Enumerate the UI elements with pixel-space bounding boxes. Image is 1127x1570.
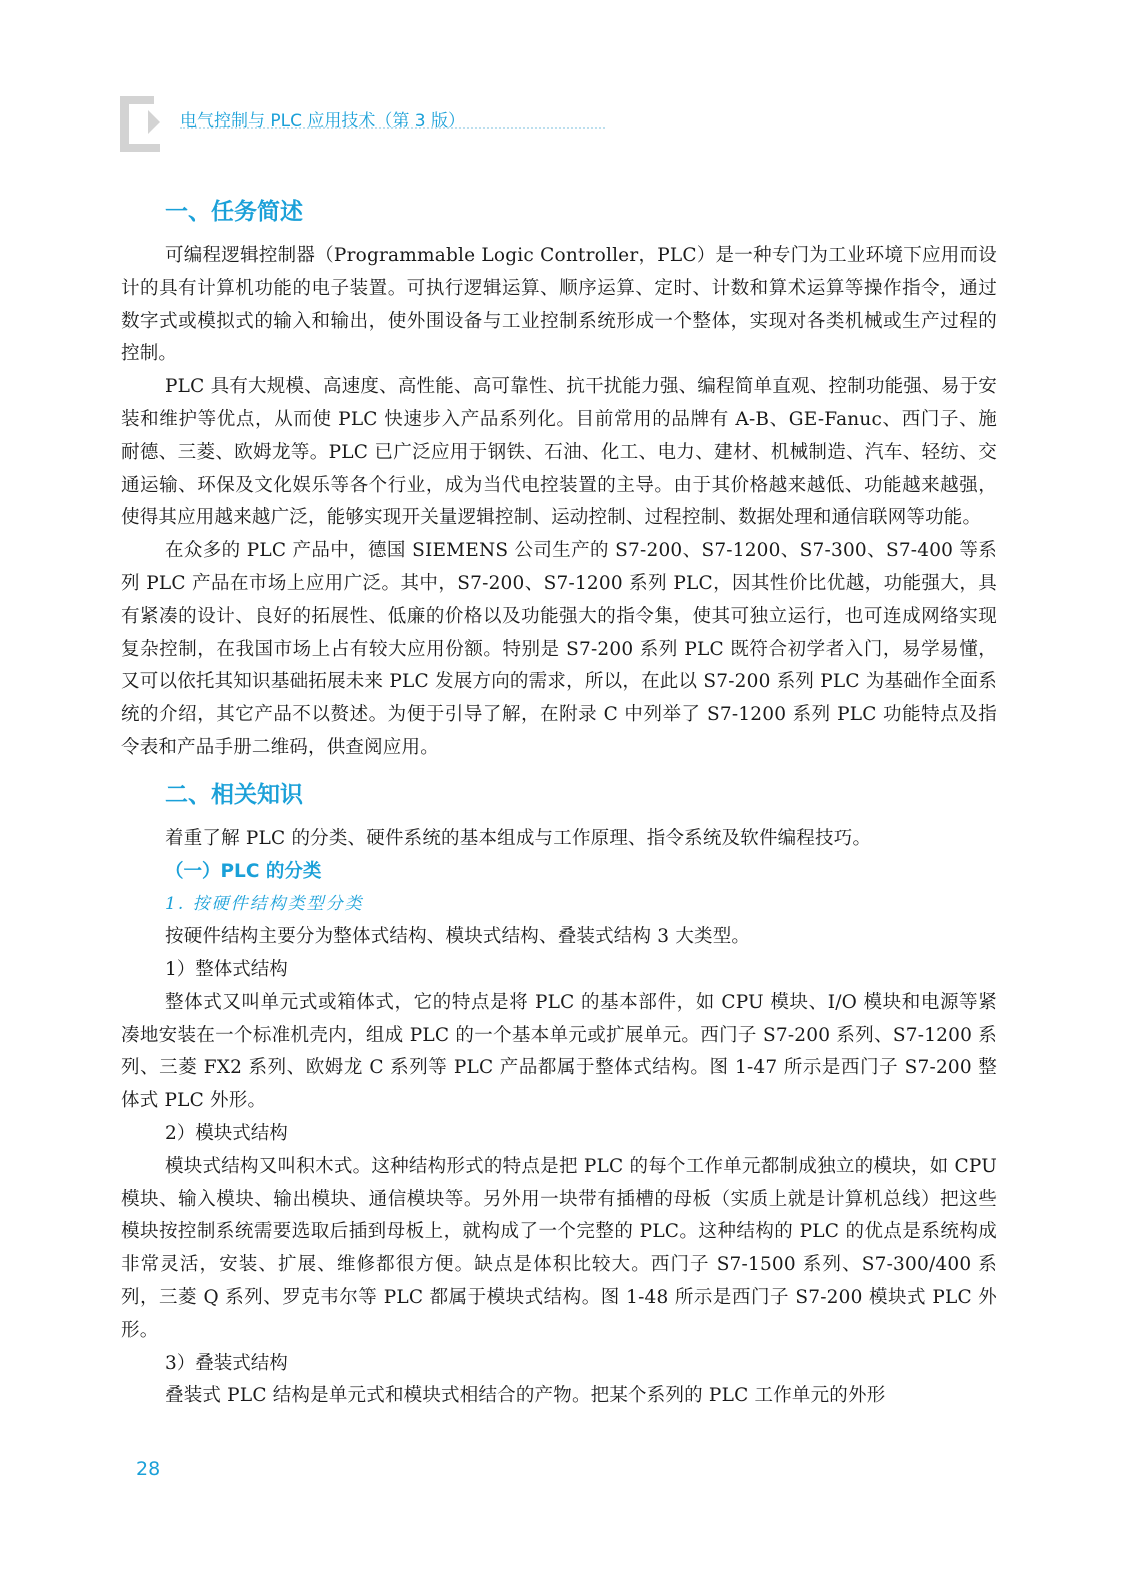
item-title-modular-structure: 2）模块式结构	[165, 1122, 288, 1144]
book-title: 电气控制与 PLC 应用技术（第 3 版）	[180, 111, 466, 131]
header-dotted-rule	[180, 127, 605, 129]
subheading-plc-classification: （一）PLC 的分类	[165, 860, 322, 882]
paragraph: 按硬件结构主要分为整体式结构、模块式结构、叠装式结构 3 大类型。	[165, 926, 751, 948]
paragraph: 叠装式 PLC 结构是单元式和模块式相结合的产物。把某个系列的 PLC 工作单元的外形	[165, 1385, 886, 1407]
item-title-stacked-structure: 3）叠装式结构	[165, 1352, 288, 1374]
paragraph: 可编程逻辑控制器（Programmable Logic Controller，PLC）是一种专门为工业环境下应用而设计的具有计算机功能的电子装置。可执行逻辑运算、顺序运算、定时、计数和算术运算等操作指令，通过数字式或模拟式的输入和输出，使外围设备与工业控制系统形成一个整体，实现对各类机械或生产过程的控制。	[121, 245, 997, 365]
running-header	[120, 96, 550, 152]
paragraph: 模块式结构又叫积木式。这种结构形式的特点是把 PLC 的每个工作单元都制成独立的模块，如 CPU 模块、输入模块、输出模块、通信模块等。另外用一块带有插槽的母板（实质上就是计算机总线）把这些模块按控制系统需要选取后插到母板上，就构成了一个完整的 PLC。这种结构的 PLC 的优点是系统构成非常灵活，安装、扩展、维修都很方便。缺点是体积比较大。西门子 S7-1500 系列、S7-300/400 系列，三菱 Q 系列、罗克韦尔等 PLC 都属于模块式结构。图 1-48 所示是西门子 S7-200 模块式 PLC 外形。	[121, 1155, 997, 1341]
header-bracket-icon	[120, 96, 160, 152]
paragraph: PLC 具有大规模、高速度、高性能、高可靠性、抗干扰能力强、编程简单直观、控制功能强、易于安装和维护等优点，从而使 PLC 快速步入产品系列化。目前常用的品牌有 A-B、GE-Fanuc、西门子、施耐德、三菱、欧姆龙等。PLC 已广泛应用于钢铁、石油、化工、电力、建材、机械制造、汽车、轻纺、交通运输、环保及文化娱乐等各个行业，成为当代电控装置的主导。由于其价格越来越低、功能越来越强，使得其应用越来越广泛，能够实现开关量逻辑控制、运动控制、过程控制、数据处理和通信联网等功能。	[121, 376, 997, 529]
item-title-integral-structure: 1）整体式结构	[165, 958, 288, 980]
section-heading-task-overview: 一、任务简述	[165, 199, 303, 225]
paragraph: 整体式又叫单元式或箱体式，它的特点是将 PLC 的基本部件，如 CPU 模块、I/O 模块和电源等紧凑地安装在一个标准机壳内，组成 PLC 的一个基本单元或扩展单元。西门子 S7-200 系列、S7-1200 系列、三菱 FX2 系列、欧姆龙 C 系列等 PLC 产品都属于整体式结构。图 1-47 所示是西门子 S7-200 整体式 PLC 外形。	[121, 991, 997, 1112]
subsubheading-by-hardware-structure: 1. 按硬件结构类型分类	[165, 894, 364, 915]
paragraph: 着重了解 PLC 的分类、硬件系统的基本组成与工作原理、指令系统及软件编程技巧。	[165, 827, 872, 849]
section-heading-related-knowledge: 二、相关知识	[165, 781, 303, 808]
paragraph: 在众多的 PLC 产品中，德国 SIEMENS 公司生产的 S7-200、S7-1200、S7-300、S7-400 等系列 PLC 产品在市场上应用广泛。其中，S7-200、S7-1200 系列 PLC，因其性价比优越，功能强大，具有紧凑的设计、良好的拓展性、低廉的价格以及功能强大的指令集，使其可独立运行，也可连成网络实现复杂控制，在我国市场上占有较大应用份额。特别是 S7-200 系列 PLC 既符合初学者入门，易学易懂，又可以依托其知识基础拓展未来 PLC 发展方向的需求，所以，在此以 S7-200 系列 PLC 为基础作全面系统的介绍，其它产品不以赘述。为便于引导了解，在附录 C 中列举了 S7-1200 系列 PLC 功能特点及指令表和产品手册二维码，供查阅应用。	[121, 540, 997, 758]
page-body	[121, 190, 997, 1413]
page-number: 28	[136, 1458, 161, 1480]
